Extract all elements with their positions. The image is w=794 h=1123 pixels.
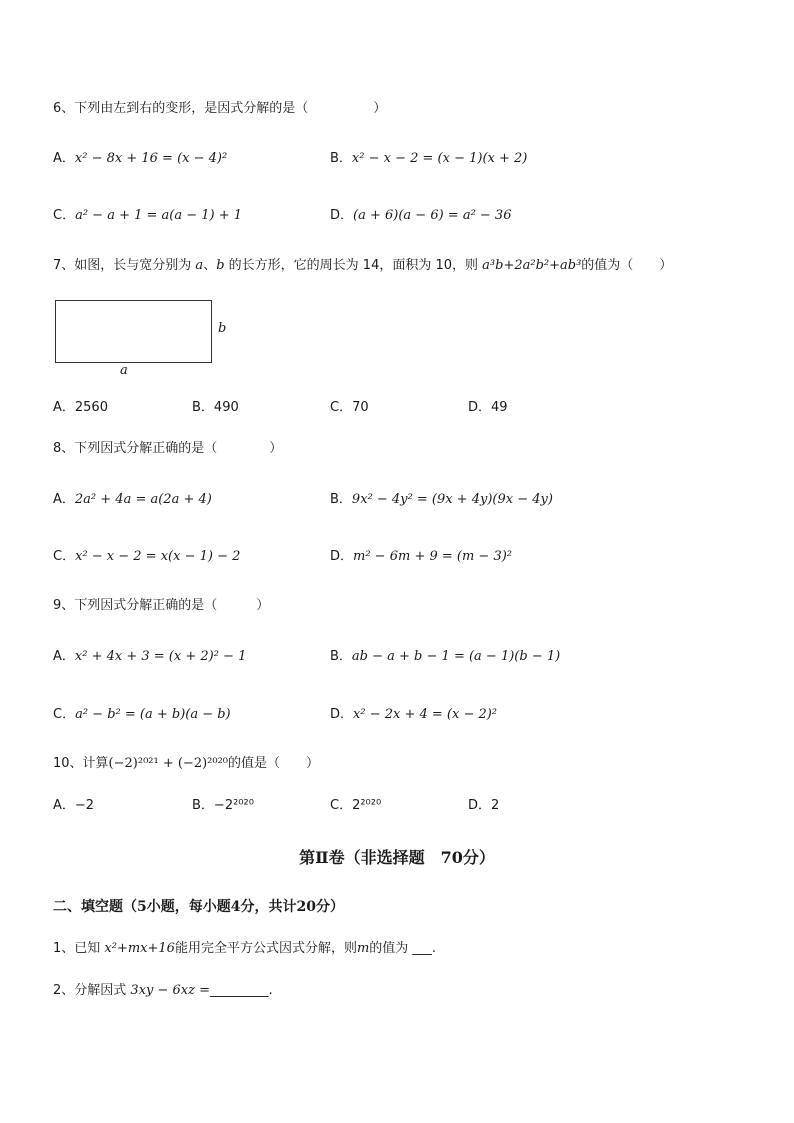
q10-option-c (330, 797, 381, 815)
option-letter: A． (53, 151, 75, 166)
q7-sep: 、 (203, 258, 217, 273)
q10-stem (53, 755, 319, 773)
q7-var-a: a (195, 258, 204, 273)
q7-stem (53, 257, 672, 275)
option-expr: a² − b² = (a + b)(a − b) (75, 707, 231, 722)
q7-option-a: A．2560 (53, 400, 108, 415)
q9-option-c (53, 706, 231, 724)
option-expr: 2a² + 4a = a(2a + 4) (74, 492, 212, 507)
option-letter: B． (330, 649, 352, 664)
fill1-stem-part1: 1、已知 (53, 941, 101, 956)
q10-stem-part2: 的值是（ ） (228, 756, 320, 771)
option-expr: x² − 8x + 16 = (x − 4)² (74, 151, 228, 166)
q7-stem-part3: 的值为（ ） (581, 258, 673, 273)
option-letter: A． (53, 492, 75, 507)
option-expr: x² − x − 2 = x(x − 1) − 2 (75, 549, 241, 564)
q10-option-d: D．2 (468, 798, 500, 813)
section-heading: 二、填空题（5小题，每小题4分，共计20分） (53, 899, 344, 915)
q10-expr: (−2)²⁰²¹ + (−2)²⁰²⁰ (108, 756, 229, 771)
option-letter: B． (330, 151, 352, 166)
q8-option-b (330, 491, 553, 509)
fill1-stem-part2: 能用完全平方公式因式分解，则 (174, 941, 357, 956)
fill2-expr: 3xy − 6xz = (130, 983, 211, 998)
option-expr: a² − a + 1 = a(a − 1) + 1 (75, 208, 243, 223)
option-letter: C． (53, 549, 76, 564)
q7-option-b: B．490 (192, 400, 239, 415)
q7-option-c: C．70 (330, 400, 369, 415)
option-expr: m² − 6m + 9 = (m − 3)² (353, 549, 513, 564)
fill1-stem (53, 940, 436, 958)
option-letter: D． (330, 208, 354, 223)
q6-option-d (330, 207, 511, 225)
q7-stem-part2: 的长方形，它的周长为 14，面积为 10，则 (228, 258, 479, 273)
q10-stem-part1: 10、计算 (53, 756, 109, 771)
option-expr: 2²⁰²⁰ (352, 798, 382, 813)
option-expr: (a + 6)(a − 6) = a² − 36 (353, 208, 512, 223)
option-expr: x² + 4x + 3 = (x + 2)² − 1 (74, 649, 247, 664)
fill2-blank: _________. (210, 983, 273, 998)
q10-option-b (192, 797, 254, 815)
q7-stem-part1: 7、如图，长与宽分别为 (53, 258, 192, 273)
q7-var-b: b (216, 258, 225, 273)
fill2-stem (53, 982, 273, 1000)
option-letter: C． (53, 208, 76, 223)
q8-option-c (53, 548, 240, 566)
q8-option-a (53, 491, 212, 509)
q7-option-d: D．49 (468, 400, 508, 415)
fill1-expr: x²+mx+16 (104, 941, 175, 956)
option-letter: C． (330, 798, 353, 813)
q9-stem: 9、下列因式分解正确的是（ ） (53, 598, 270, 613)
q10-option-a: A．−2 (53, 798, 95, 813)
option-letter: C． (53, 707, 76, 722)
fill1-stem-part3: 的值为 ___. (369, 941, 437, 956)
fill1-var: m (356, 941, 370, 956)
option-expr: ab − a + b − 1 = (a − 1)(b − 1) (351, 649, 561, 664)
q9-option-a (53, 648, 246, 666)
option-letter: D． (330, 707, 354, 722)
figure-label-b: b (218, 321, 227, 336)
q6-option-b (330, 150, 527, 168)
q6-stem: 6、下列由左到右的变形，是因式分解的是（ ） (53, 101, 387, 116)
q6-option-c (53, 207, 242, 225)
option-letter: A． (53, 649, 75, 664)
q7-expr: a³b+2a²b²+ab³ (482, 258, 582, 273)
option-letter: B． (192, 798, 214, 813)
option-letter: D． (330, 549, 354, 564)
part2-title: 第Ⅱ卷（非选择题 70分） (299, 848, 495, 867)
option-expr: x² − x − 2 = (x − 1)(x + 2) (351, 151, 528, 166)
q9-option-b (330, 648, 560, 666)
option-expr: 9x² − 4y² = (9x + 4y)(9x − 4y) (351, 492, 553, 507)
q8-option-d (330, 548, 512, 566)
q9-option-d (330, 706, 497, 724)
q8-stem: 8、下列因式分解正确的是（ ） (53, 441, 283, 456)
figure-label-a: a (120, 363, 128, 378)
option-expr: −2²⁰²⁰ (213, 798, 254, 813)
option-letter: B． (330, 492, 352, 507)
fill2-stem-part1: 2、分解因式 (53, 983, 127, 998)
q6-option-a (53, 150, 227, 168)
rectangle-figure (55, 300, 212, 363)
option-expr: x² − 2x + 4 = (x − 2)² (353, 707, 498, 722)
